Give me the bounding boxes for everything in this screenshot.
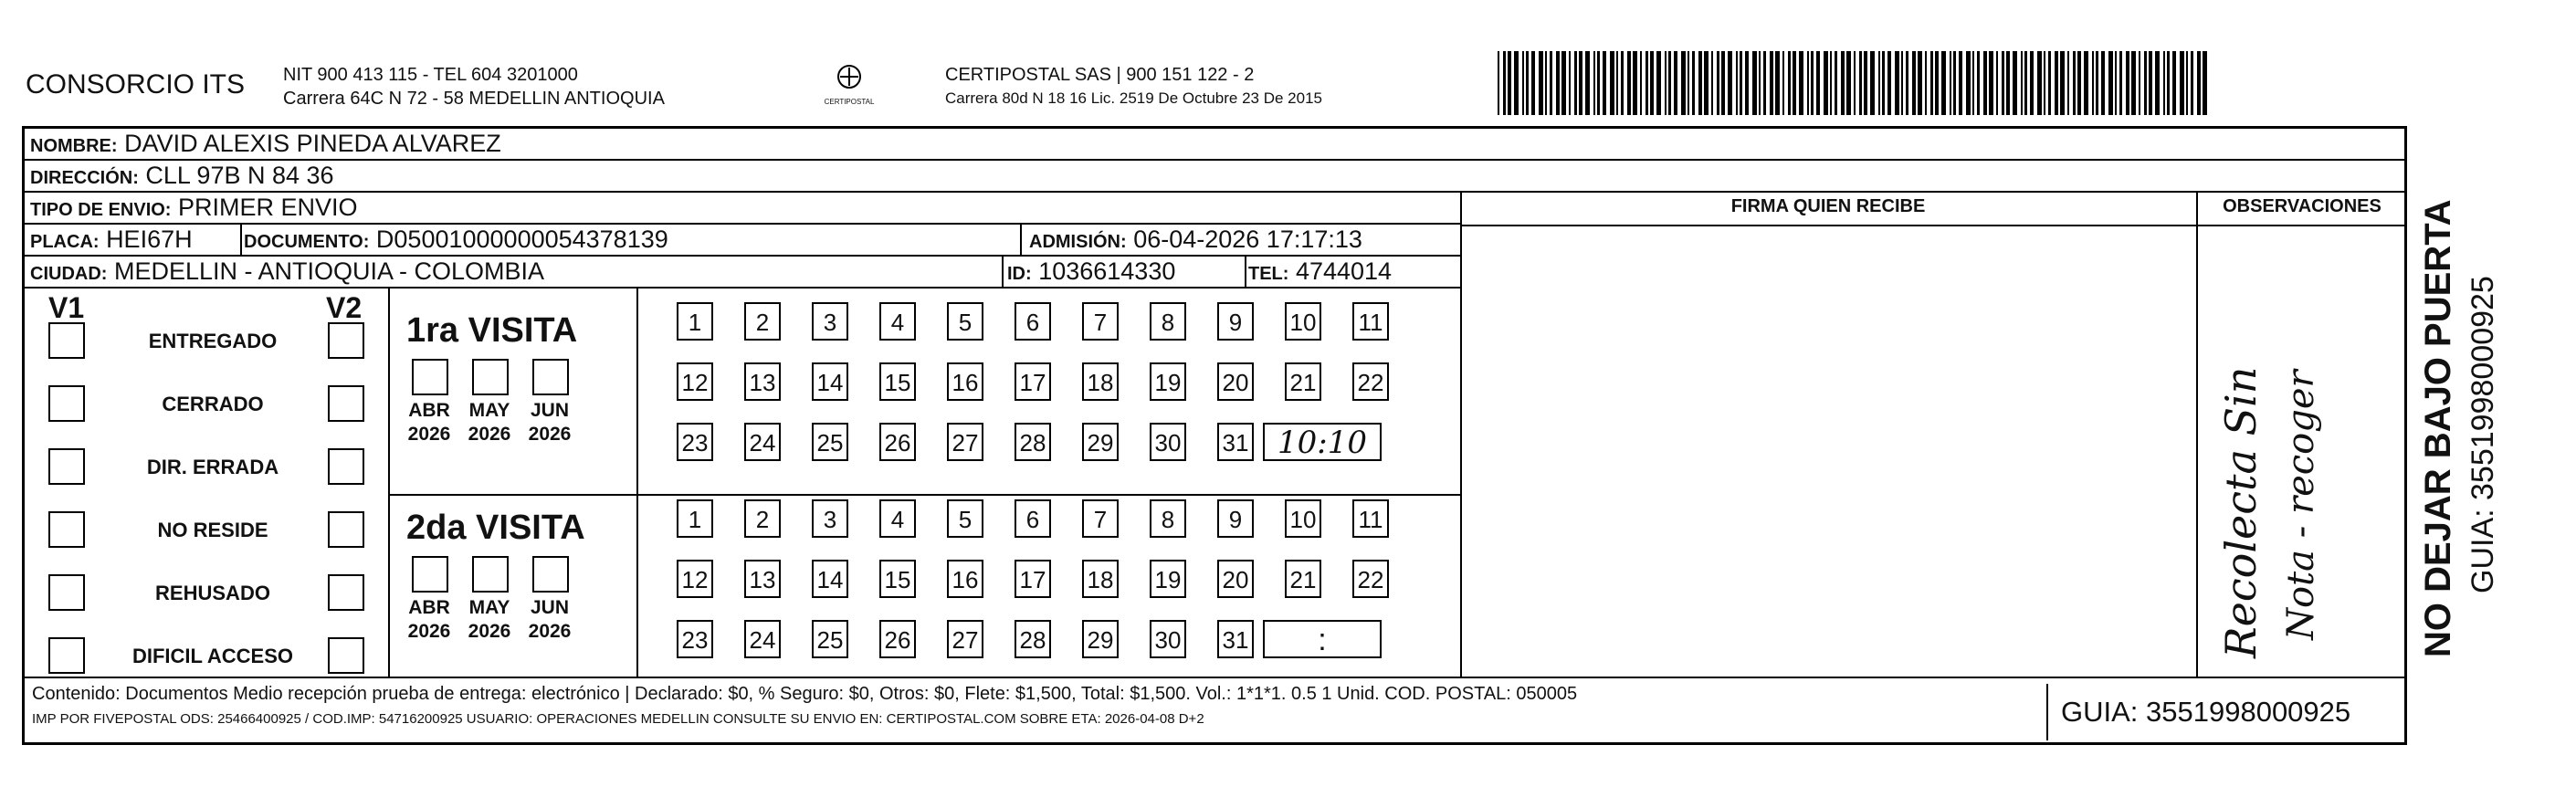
v1-checkbox[interactable] [48, 322, 85, 359]
day-box[interactable]: 26 [879, 423, 916, 461]
day-box[interactable]: 7 [1082, 499, 1119, 538]
day-box[interactable]: 18 [1082, 362, 1119, 401]
v2-checkbox[interactable] [328, 511, 364, 548]
placa-label: PLACA: [30, 232, 100, 252]
admision-value: 06-04-2026 17:17:13 [1133, 226, 1362, 253]
day-box[interactable]: 13 [744, 362, 781, 401]
month-label: JUN 2026 [528, 597, 572, 642]
day-box[interactable]: 21 [1285, 362, 1321, 401]
v1-checkbox[interactable] [48, 637, 85, 674]
day-box[interactable]: 1 [677, 499, 713, 538]
signature-area[interactable] [1462, 226, 2194, 676]
footer-guia: GUIA: 3551998000925 [2046, 684, 2403, 740]
v1-checkbox[interactable] [48, 385, 85, 422]
month-checkbox[interactable] [532, 556, 569, 593]
month-label: ABR 2026 [407, 597, 451, 642]
day-box[interactable]: 20 [1217, 362, 1254, 401]
ciudad-label: CIUDAD: [30, 264, 108, 284]
day-box[interactable]: 4 [879, 499, 916, 538]
day-box[interactable]: 28 [1015, 620, 1051, 658]
nombre-label: NOMBRE: [30, 136, 118, 156]
day-box[interactable]: 4 [879, 302, 916, 341]
day-box[interactable]: 24 [744, 620, 781, 658]
v1-checkbox[interactable] [48, 448, 85, 485]
v2-checkbox[interactable] [328, 385, 364, 422]
day-box[interactable]: 16 [947, 560, 983, 598]
day-box[interactable]: 31 [1217, 620, 1254, 658]
tipo-value: PRIMER ENVIO [177, 194, 358, 221]
tel-label: TEL: [1248, 264, 1289, 284]
day-box[interactable]: 2 [744, 499, 781, 538]
day-box[interactable]: 3 [812, 499, 848, 538]
day-box[interactable]: 10 [1285, 499, 1321, 538]
day-box[interactable]: 11 [1352, 499, 1389, 538]
tel-value: 4744014 [1295, 257, 1393, 285]
side-notice: NO DEJAR BAJO PUERTA [2418, 199, 2458, 657]
company-address: Carrera 64C N 72 - 58 MEDELLIN ANTIOQUIA [283, 89, 665, 109]
month-label: ABR 2026 [407, 400, 451, 445]
firma-label: FIRMA QUIEN RECIBE [1730, 196, 1926, 216]
obs-handwriting-1: Recolecta Sin [2216, 366, 2266, 658]
day-box[interactable]: 14 [812, 362, 848, 401]
day-box[interactable]: 1 [677, 302, 713, 341]
status-label: REHUSADO [155, 582, 270, 604]
day-box[interactable]: 30 [1150, 423, 1186, 461]
barcode [1498, 51, 2228, 115]
visit-time-box[interactable]: : [1263, 620, 1382, 658]
visit-time-box[interactable]: 10:10 [1263, 423, 1382, 461]
day-box[interactable]: 22 [1352, 560, 1389, 598]
v2-checkbox[interactable] [328, 322, 364, 359]
day-box[interactable]: 19 [1150, 362, 1186, 401]
day-box[interactable]: 25 [812, 620, 848, 658]
id-value: 1036614330 [1038, 257, 1176, 285]
day-box[interactable]: 10 [1285, 302, 1321, 341]
day-box[interactable]: 15 [879, 560, 916, 598]
day-box[interactable]: 30 [1150, 620, 1186, 658]
day-box[interactable]: 17 [1015, 560, 1051, 598]
day-box[interactable]: 19 [1150, 560, 1186, 598]
ciudad-value: MEDELLIN - ANTIOQUIA - COLOMBIA [113, 257, 545, 285]
v2-checkbox[interactable] [328, 448, 364, 485]
day-box[interactable]: 12 [677, 362, 713, 401]
day-box[interactable]: 7 [1082, 302, 1119, 341]
day-box[interactable]: 31 [1217, 423, 1254, 461]
month-checkbox[interactable] [412, 359, 448, 395]
side-guia: GUIA: 3551998000925 [2466, 276, 2500, 593]
v1-label: V1 [48, 291, 85, 324]
day-box[interactable]: 9 [1217, 499, 1254, 538]
day-box[interactable]: 29 [1082, 423, 1119, 461]
documento-value: D05001000000054378139 [375, 226, 668, 253]
v2-checkbox[interactable] [328, 637, 364, 674]
day-box[interactable]: 13 [744, 560, 781, 598]
day-box[interactable]: 16 [947, 362, 983, 401]
logo-text: CERTIPOSTAL [824, 98, 875, 106]
day-box[interactable]: 5 [947, 499, 983, 538]
obs-handwriting-2: Nota - recoger [2280, 370, 2322, 640]
month-checkbox[interactable] [472, 556, 509, 593]
id-label: ID: [1007, 264, 1032, 284]
nombre-row [25, 129, 2404, 161]
day-box[interactable]: 23 [677, 423, 713, 461]
v2-label: V2 [326, 291, 363, 324]
contenido-text: Contenido: Documentos Medio recepción prueba de entrega: electrónico | Declarado: $0, % Seguro: $0, Otros: $0, Flete: $1,500, Total: $1,500. Vol.: 1*1*1. 0.5 1 Unid. COD. POSTAL: 050005 [32, 684, 1578, 704]
direccion-value: CLL 97B N 84 36 [145, 162, 334, 189]
month-checkbox[interactable] [532, 359, 569, 395]
company-nit: NIT 900 413 115 - TEL 604 3201000 [283, 65, 578, 85]
admision-label: ADMISIÓN: [1029, 232, 1127, 252]
direccion-row [25, 161, 2404, 193]
imp-text: IMP POR FIVEPOSTAL ODS: 25466400925 / COD.IMP: 54716200925 USUARIO: OPERACIONES MEDELLIN CONSULTE SU ENVIO EN: CERTIPOSTAL.COM SOBRE ETA: 2026-04-08 D+2 [32, 711, 1204, 727]
month-label: MAY 2026 [468, 400, 511, 445]
company-name: CONSORCIO ITS [26, 69, 246, 100]
day-box[interactable]: 3 [812, 302, 848, 341]
day-box[interactable]: 18 [1082, 560, 1119, 598]
day-box[interactable]: 6 [1015, 302, 1051, 341]
day-box[interactable]: 15 [879, 362, 916, 401]
day-box[interactable]: 27 [947, 423, 983, 461]
tipo-row [25, 193, 1460, 225]
month-checkbox[interactable] [412, 556, 448, 593]
month-label: JUN 2026 [528, 400, 572, 445]
month-label: MAY 2026 [468, 597, 511, 642]
observaciones-label: OBSERVACIONES [2223, 196, 2381, 216]
v2-checkbox[interactable] [328, 574, 364, 611]
day-box[interactable]: 21 [1285, 560, 1321, 598]
day-box[interactable]: 29 [1082, 620, 1119, 658]
v1-checkbox[interactable] [48, 574, 85, 611]
day-box[interactable]: 9 [1217, 302, 1254, 341]
day-box[interactable]: 17 [1015, 362, 1051, 401]
status-label: ENTREGADO [148, 330, 278, 352]
day-box[interactable]: 27 [947, 620, 983, 658]
carrier-address: Carrera 80d N 18 16 Lic. 2519 De Octubre 23 De 2015 [945, 89, 1322, 107]
day-box[interactable]: 20 [1217, 560, 1254, 598]
day-box[interactable]: 8 [1150, 302, 1186, 341]
delivery-form [22, 126, 2407, 745]
placa-value: HEI67H [106, 226, 193, 253]
documento-label: DOCUMENTO: [244, 232, 370, 252]
day-box[interactable]: 8 [1150, 499, 1186, 538]
day-box[interactable]: 5 [947, 302, 983, 341]
day-box[interactable]: 11 [1352, 302, 1389, 341]
direccion-label: DIRECCIÓN: [30, 168, 139, 188]
day-box[interactable]: 23 [677, 620, 713, 658]
status-label: NO RESIDE [157, 519, 268, 541]
day-box[interactable]: 22 [1352, 362, 1389, 401]
nombre-value: DAVID ALEXIS PINEDA ALVAREZ [124, 130, 501, 157]
certipostal-logo [813, 64, 886, 110]
status-label: CERRADO [162, 393, 264, 415]
day-box[interactable]: 2 [744, 302, 781, 341]
first-visit-title: 1ra VISITA [406, 311, 578, 350]
day-box[interactable]: 26 [879, 620, 916, 658]
day-box[interactable]: 14 [812, 560, 848, 598]
day-box[interactable]: 25 [812, 423, 848, 461]
day-box[interactable]: 28 [1015, 423, 1051, 461]
second-visit-title: 2da VISITA [406, 509, 585, 547]
status-label: DIR. ERRADA [146, 456, 279, 478]
v1-checkbox[interactable] [48, 511, 85, 548]
status-label: DIFICIL ACCESO [131, 645, 293, 667]
day-box[interactable]: 12 [677, 560, 713, 598]
month-checkbox[interactable] [472, 359, 509, 395]
tipo-label: TIPO DE ENVIO: [30, 200, 172, 220]
day-box[interactable]: 6 [1015, 499, 1051, 538]
day-box[interactable]: 24 [744, 423, 781, 461]
carrier-line: CERTIPOSTAL SAS | 900 151 122 - 2 [945, 65, 1255, 85]
